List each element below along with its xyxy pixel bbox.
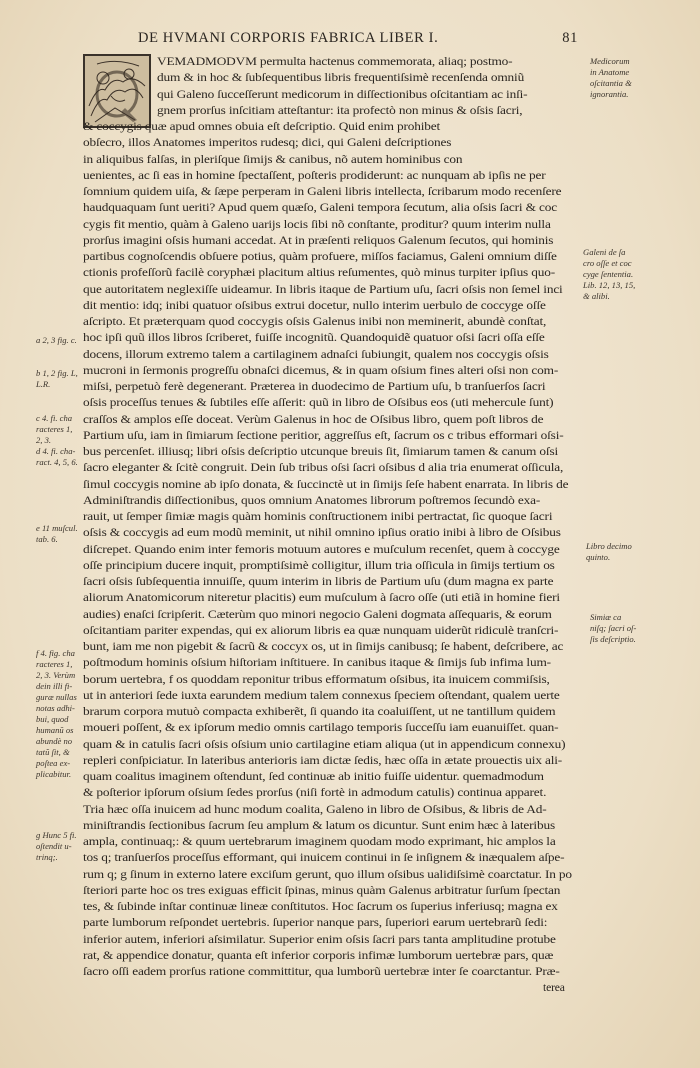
text-line: oſsis & coccygis ad eum modũ meminit, ut nihil omnino ipſius oratio inibi à libro de Oſsibus (83, 526, 561, 540)
text-line: ctionis profeſſorũ facilè coryphæi placitum altius reſumentes, quò minus turpiter ipſius quo- (83, 266, 556, 280)
text-line: borum uertebra, f os quoddam reponitur tribus efformatum oſsibus, ita inuicem commiſsis, (83, 672, 550, 686)
text-line: uenientes, ac ſi eas in homine ſpectaſſent, poſteris prodiderunt: ac nunquam ab ipſis ne per (83, 168, 546, 182)
text-line: cygis fit mentio, quàm à Galeno uarijs locis ſibi nõ conſtante, proditur? quum interim nulla (83, 217, 551, 231)
text-line: Partium uſu, iam in ſimiarum ſectione peritior, aggreſſus eſt, ſacrum os c tribus efformari oſsi- (83, 428, 564, 442)
margin-note-line: g Hunc 5 fi. (36, 830, 77, 840)
text-line: bus percenſet. illiusq; libri oſsis deſcriptio utcunque breuis ſit, ſimiarum tamen & canum oſsi (83, 445, 559, 458)
text-line: oſsis proceſſus tenues & ſubtiles eſſe aſſerit: quũ in libro de Oſsibus eos (uti mehercule ſunt) (83, 396, 554, 410)
margin-note-line: in Anatome (590, 67, 630, 77)
text-line: tes, & ſubinde inſtar continuæ lineæ conſtitutos. Hoc ſacrum os ſuperius inferiusq; magna ex (83, 900, 558, 913)
margin-note-line: c 4. fi. cha (36, 413, 73, 423)
margin-note-line: Simiæ ca (590, 612, 622, 622)
text-line: mucroni in ſermonis progreſſu obnaſci dicemus, & in quam oſsium fines alteri oſsi non com- (83, 363, 559, 377)
text-line: que autoritatem neglexiſſe uideamur. In libris itaque de Partium uſu, ſacri oſsis non ſemel inci (83, 282, 563, 296)
margin-note-line: humanũ os (36, 725, 74, 735)
margin-note (36, 335, 77, 346)
margin-note-line: oſtendit u- (36, 841, 72, 851)
margin-note-line: b 1, 2 fig. L, (36, 368, 78, 378)
margin-note-line: ract. 4, 5, 6. (36, 457, 78, 467)
text-line: gnem prorſus inſcitiam atteſtantur: ita profectò non minus & oſsis ſacri, (157, 103, 523, 117)
text-line: ſteriori parte hoc os tres exiguas efficit ſpinas, minus quàm Galenus arbitratur ſurſum ſpectan (83, 883, 561, 897)
margin-note-line: quinto. (586, 552, 611, 562)
text-line: Adminiſtrandis diſſectionibus, quos omnium Anatomes librorum poſtremos ſecundò exa- (83, 493, 541, 507)
margin-note-line: ignorantia. (590, 89, 629, 99)
margin-note-line: oſcitantia & (590, 78, 632, 88)
text-line: dit mentio: idq; inibi quatuor oſsibus extrui docetur, nullo interim uerbulo de coccyge oſſe (83, 298, 546, 312)
text-line: quam & in catulis ſacri oſsis oſsium unio cartilagine etiam aliqua (ut in appendicum connexu) (83, 737, 566, 751)
text-line: docens, illorum extremo talem a cartilaginem adnaſci ſubiungit, qualem nos coccygis oſsis (83, 347, 549, 361)
text-line: ampla, continuaq;: & quum uertebrarum imaginem quodam modo exprimant, hic amplos la (83, 835, 556, 848)
margin-note-line: Lib. 12, 13, 15, (583, 280, 636, 290)
text-line: & coccygis quæ apud omnes obuia eſt deſcriptio. Quid enim prohibet (83, 120, 441, 133)
margin-note-line: tab. 6. (36, 534, 58, 544)
page-number: 81 (562, 30, 578, 46)
text-line: ſomnium quidem uiſa, & ſæpe perperam in Galeni libris intellecta, ſcribarum modo recenſere (83, 185, 562, 198)
text-line: parte lumborum reſpondet uertebris. ſuperior nanque pars, ſuperiori earum uertebrarũ ſedi: (83, 916, 548, 930)
margin-note-line: cyge ſententia. (583, 269, 634, 279)
text-line: haudquaquam ſunt ueriti? Apud quem quæſo, Galeni tempora ſecutum, alia oſsis ſacri & coc (83, 201, 557, 215)
margin-note (583, 247, 635, 302)
text-line: ſacri oſsis ſubſequentia innuiſſe, quum interim in libris de Partium uſu (dum magna ex parte (83, 575, 554, 588)
text-line: miſsi, perpetuò ferè degenerant. Præterea in duodecimo de Partium uſu, b tranſuerſos ſacri (83, 380, 546, 393)
text-line: repleri conſpiciatur. In lateribus anterioris iam dictæ ſedis, hæc oſſa in ætate prouectis uix ali- (83, 753, 563, 767)
margin-note-line: poſtea ex- (36, 758, 71, 768)
text-line: prorſus imagini oſsis humani accedat. At in præſenti reliquos Galenum ſecutos, qui hominis (83, 233, 554, 247)
text-line: ut in anteriori ſede iuxta earundem medium talem connexus ſpeciem oſtendant, qualem uerte (83, 688, 560, 702)
margin-note (590, 56, 632, 100)
margin-note-line: cro oſſe et coc (583, 258, 632, 268)
margin-note-line: Galeni de ſa (583, 247, 626, 257)
margin-note-line: plicabitur. (36, 769, 72, 779)
margin-note-line: bui, quod (36, 714, 69, 724)
margin-note-line: ſis deſcriptio. (590, 634, 636, 644)
margin-note-line: dein illi fi- (36, 681, 73, 691)
text-line: rat, & appendice donatur, quanta eſt inferior corporis infimæ lumborum uertebræ pars, quæ (83, 948, 554, 962)
margin-note-line: trinq;. (36, 852, 58, 862)
margin-note-line: d 4. fi. cha- (36, 446, 76, 456)
margin-note-line: Medicorum (590, 56, 630, 66)
text-line: aſcripto. Et præterquam quod coccygis oſsis Galenus inibi non meminerit, abundè conſtat, (83, 315, 547, 328)
text-line: qui Galeno ſucceſſerunt medicorum in diſſectionibus oſcitantiam ac inſi- (157, 87, 528, 101)
text-line: & poſterior ipſorum oſsium ſedes prorſus (niſi fortè in admodum catulis) continua apparet. (83, 786, 547, 800)
running-title: DE HVMANI CORPORIS FABRICA LIBER I. (138, 30, 439, 46)
text-line: terea (543, 981, 565, 995)
margin-note-line: racteres 1, (36, 659, 73, 669)
text-line: hoc ipſi quũ illos libros ſcriberet, fuiſſe incognitũ. Quandoquidẽ quatuor oſsi ſacri oſſa eſſe (83, 331, 545, 345)
margin-note-line: niſq; ſacri oſ- (590, 623, 637, 633)
text-line: diſcrepet. Quando enim inter femoris motuum autores e muſculum recenſet, quem à coccyge (83, 542, 560, 556)
margin-note (36, 368, 78, 390)
text-line: tos q; tranſuerſos proceſſus efformant, qui inuicem continui in ſe inſignem & inæqualem aſpe- (83, 851, 565, 865)
text-line: VEMADMODVM permulta hactenus commemorata, aliaq; postmo- (157, 55, 513, 68)
text-line: oſcitantiam pariter expendas, qui ex aliorum libris ea quæ nunquam uiderũt ridiculè tranſcri- (83, 623, 559, 637)
text-line: audies) enaſci ſcripſerit. Cæterùm quo minori negocio Galeni dogmata aſſequaris, & eorum (83, 607, 552, 621)
text-line: ſacro eleganter & ſcitè congruit. Dein ſub tribus oſsi ſacri oſsibus d alia tria enumerat oſſicula, (83, 461, 564, 475)
text-line: in aliquibus falſas, in pleriſque ſimijs & canibus, nõ autem hominibus con (83, 152, 463, 166)
margin-note-line: f 4. fig. cha (36, 648, 75, 658)
decorated-initial-q (83, 54, 151, 128)
text-line: ſacro oſſi eadem prorſus ratione committitur, qua lumborũ uertebræ inter ſe coarctantur. Præ- (83, 965, 560, 978)
text-line: obſecro, illos Anatomes imperitos rudesq; dici, qui Galeni deſcriptiones (83, 136, 452, 150)
text-line: oſſe principium ducere inquit, promptiſsimè colligitur, illum tria oſſicula in ſimijs tertium os (83, 558, 555, 572)
margin-note-line: 2, 3. (36, 435, 52, 445)
margin-note-line: notas adhi- (36, 703, 75, 713)
margin-note (36, 648, 77, 780)
text-line: dum & in hoc & ſubſequentibus libris frequentiſsimè recenſenda omniũ (157, 71, 525, 85)
woodcut-initial-icon (85, 56, 149, 126)
margin-note-line: e 11 muſcul. (36, 523, 78, 533)
margin-note-line: a 2, 3 fig. c. (36, 335, 77, 345)
text-line: quam coalitus imaginem oſtendunt, ſed continuæ ab initio fuiſſe uidentur. quemadmodum (83, 770, 544, 783)
margin-note-line: abundè no (36, 736, 73, 746)
margin-note (586, 541, 632, 563)
text-line: partibus cognoſcendis obſuere potius, quàm profuere, miſſos faciamus, Galeni omnium diſſe (83, 250, 557, 263)
text-line: brarum corpora mutuò compacta exhiberẽt, ſi quando ita coaluiſſent, ut ne tantillum quidem (83, 705, 556, 718)
text-line: moueri poſſent, & ex ipſorum medio omnis cartilago temporis ſucceſſu iam euanuiſſet. quan- (83, 721, 559, 735)
margin-note (36, 523, 78, 545)
margin-note-line: tatũ ſit, & (36, 747, 70, 757)
margin-note-line: Libro decimo (586, 541, 632, 551)
text-line: poſtmodum hominis oſsium hiſtoriam inſtituere. In canibus itaque & ſimijs ſub infima lum- (83, 656, 551, 670)
text-line: miniſtrandis ſectionibus ſacrum ſeu amplum & latum os dicuntur. Sunt enim hæc à lateribus (83, 818, 555, 832)
margin-note-line: 2, 3. Verùm (36, 670, 76, 680)
running-header (138, 30, 578, 50)
text-line: craſſos & amplos eſſe doceat. Verùm Galenus in hoc de Oſsibus libro, quem poſt libros de (83, 412, 544, 426)
margin-note (590, 612, 636, 645)
margin-note (36, 830, 77, 863)
text-line: rum q; g ſinum in externo latere exciſum gerunt, quo illum oſsibus ualidiſsimè coarctatur. In po (83, 867, 572, 881)
margin-note (36, 413, 78, 468)
margin-note-line: racteres 1, (36, 424, 73, 434)
text-line: ſimul coccygis nomine ab ipſo donata, & ſuccinctè ut in ſimijs ſeſe habent enarrata. In libris de (83, 477, 569, 491)
text-line: inferior autem, inferiori aſsimilatur. Superior enim oſsis ſacri pars tanta amplitudine protube (83, 932, 556, 946)
text-line: aliorum Anatomicorum niteretur placitis) eum muſculum à ſacro oſſe (uti etiã in homine fieri (83, 591, 560, 605)
text-line: Tria hæc oſſa inuicem ad hunc modum coalita, Galeno in libro de Oſsibus, & libris de Ad- (83, 802, 547, 816)
text-line: bunt, iam me non pigebit & ſacrũ & coccyx os, ut in ſimijs canibusq; ſe habent, deſcribere, ac (83, 640, 564, 653)
text-line: rauit, ut ſemper ſimiæ magis quàm hominis conſtructionem inibi pertractat, ſic quoque ſacri (83, 510, 553, 523)
margin-note-line: guræ nullas (36, 692, 77, 702)
margin-note-line: & alibi. (583, 291, 610, 301)
margin-note-line: L.R. (36, 379, 51, 389)
